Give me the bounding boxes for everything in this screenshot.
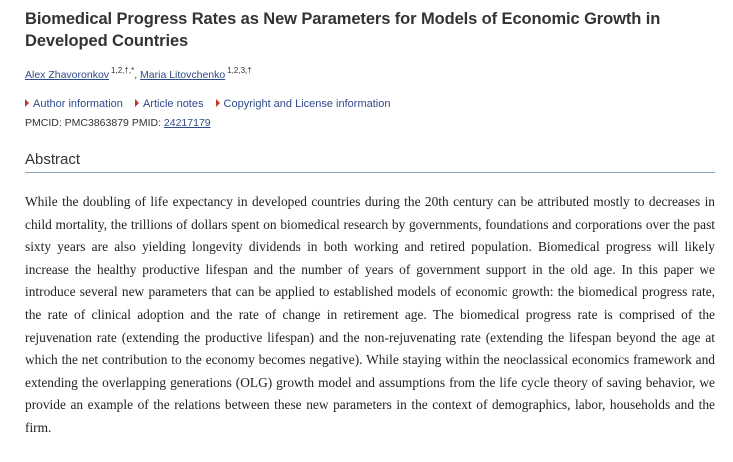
author-separator: ,: [134, 69, 138, 81]
author-information-toggle[interactable]: [25, 96, 123, 112]
copyright-license-label: Copyright and License information: [223, 98, 391, 110]
author-link[interactable]: Maria Litovchenko: [140, 69, 226, 81]
author-affiliation: 1,2,†,*: [111, 66, 135, 75]
abstract-text: While the doubling of life expectancy in developed countries during the 20th century can be attributed mostly to decreases in child mortality, the trillions of dollars spent on biomedical research by governments, foundations and corporations over the past sixty years are also yielding longevity dividends in both working and retired population. Biomedical progress will likely increase the healthy productive lifespan and the number of years of government support in the old age. In this paper we introduce several new parameters that can be applied to established models of economic growth: the biomedical progress rate, the rate of clinical adoption and the rate of change in retirement age. The biomedical progress rate is comprised of the rejuvenation rate (extending the productive lifespan) and the non-rejuvenating rate (extending the lifespan beyond the age at which the net contribution to the economy becomes negative). While staying within the neoclassical economics framework and extending the overlapping generations (OLG) growth model and assumptions from the life cycle theory of saving behavior, we provide an example of the relations between these new parameters in the context of demographics, labor, households and the firm.: [25, 194, 715, 435]
author-information-label: Author information: [33, 98, 123, 110]
abstract-heading: Abstract: [25, 150, 715, 173]
article-notes-label: Article notes: [142, 98, 204, 110]
triangle-right-icon: [135, 99, 139, 107]
pmcid-value: PMC3863879: [64, 117, 129, 129]
copyright-license-toggle[interactable]: [216, 96, 391, 112]
article-identifiers: [25, 115, 715, 131]
pmcid-label: PMCID:: [25, 117, 62, 129]
article-notes-toggle[interactable]: [135, 96, 204, 112]
triangle-right-icon: [25, 99, 29, 107]
pmid-label: PMID:: [131, 117, 161, 129]
pmid-link[interactable]: 24217179: [163, 117, 211, 129]
author-affiliation: 1,2,3,†: [227, 66, 252, 75]
author-link[interactable]: Alex Zhavoronkov: [25, 69, 110, 81]
article-title: Biomedical Progress Rates as New Parameters for Models of Economic Growth in Developed Countries: [25, 10, 661, 50]
article-page: [25, 8, 715, 453]
triangle-right-icon: [216, 99, 220, 107]
author-list: [25, 67, 715, 83]
article-notes-bar: [25, 96, 715, 112]
